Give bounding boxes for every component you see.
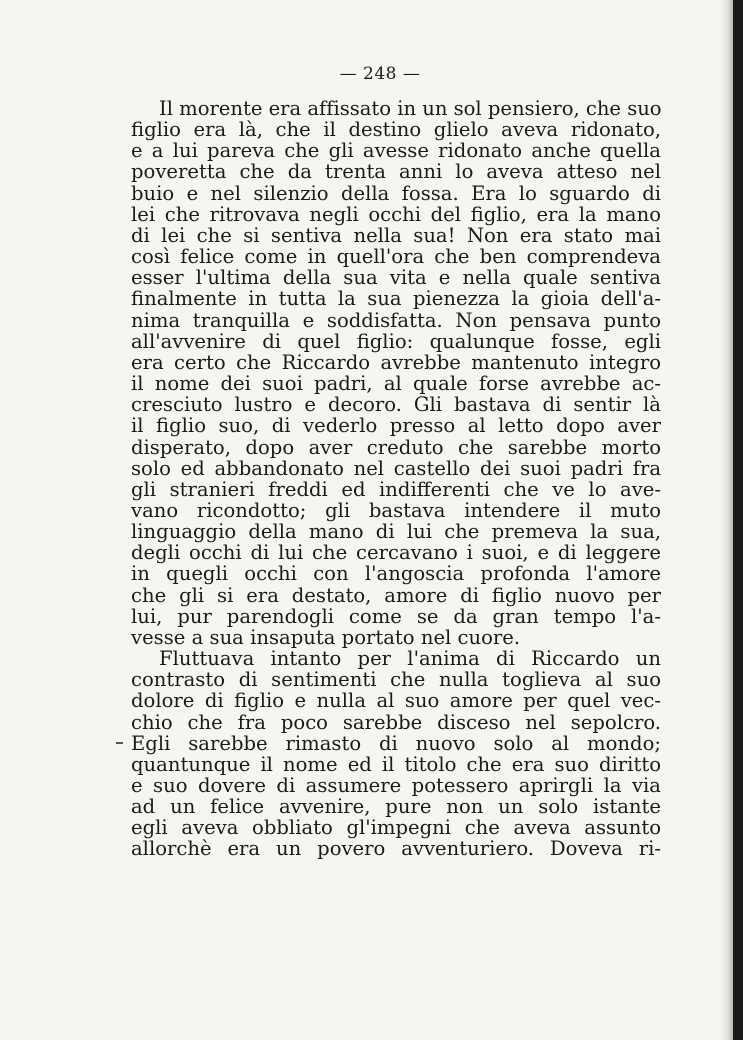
body-text [131, 98, 661, 860]
text-line: era certo che Riccardo avrebbe mantenuto integro [131, 350, 661, 374]
text-line: vano ricondotto; gli bastava intendere il muto [131, 498, 661, 522]
text-line: allorchè era un povero avventuriero. Doveva ri- [131, 837, 661, 861]
text-line: Il morente era affissato in un sol pensiero, che suo [159, 97, 662, 120]
text-line: lei che ritrovava negli occhi del figlio, era la mano [131, 202, 661, 226]
text-line: degli occhi di lui che cercavano i suoi, e di leggere [131, 541, 661, 565]
text-line: gli stranieri freddi ed indifferenti che ve lo ave- [131, 477, 661, 501]
text-line: di lei che si sentiva nella sua! Non era stato mai [131, 223, 661, 247]
text-line: e a lui pareva che gli avesse ridonato anche quella [131, 139, 661, 163]
text-line: linguaggio della mano di lui che premeva la sua, [131, 520, 661, 544]
margin-mark [116, 742, 123, 744]
text-line: che gli si era destato, amore di figlio nuovo per [131, 583, 661, 607]
text-line: finalmente in tutta la sua pienezza la gioia dell'a- [131, 287, 661, 311]
text-line: dolore di figlio e nulla al suo amore per quel vec- [131, 689, 661, 713]
text-line: così felice come in quell'ora che ben comprendeva [131, 245, 661, 269]
text-line: il figlio suo, di vederlo presso al letto dopo aver [131, 414, 661, 438]
text-line: vesse a sua insaputa portato nel cuore. [131, 625, 521, 649]
text-line: in quegli occhi con l'angoscia profonda l'amore [131, 562, 661, 586]
text-line: cresciuto lustro e decoro. Gli bastava di sentir là [131, 393, 661, 417]
text-line: contrasto di sentimenti che nulla toglieva al suo [131, 668, 661, 692]
text-line: quantunque il nome ed il titolo che era suo diritto [131, 752, 661, 776]
text-line: all'avvenire di quel figlio: qualunque fosse, egli [131, 329, 661, 353]
text-line: esser l'ultima della sua vita e nella quale sentiva [131, 266, 661, 290]
text-line: il nome dei suoi padri, al quale forse avrebbe ac- [131, 372, 661, 396]
text-line: Fluttuava intanto per l'anima di Riccardo un [159, 647, 661, 671]
text-line: ad un felice avvenire, pure non un solo istante [131, 795, 661, 819]
text-line: lui, pur parendogli come se da gran tempo l'a- [131, 604, 661, 628]
page-number: — 248 — [339, 64, 421, 84]
text-line: e suo dovere di assumere potessero aprirgli la via [131, 774, 661, 797]
text-line: figlio era là, che il destino glielo aveva ridonato, [131, 118, 661, 142]
text-line: buio e nel silenzio della fossa. Era lo sguardo di [131, 181, 661, 205]
text-line: disperato, dopo aver creduto che sarebbe morto [131, 435, 661, 459]
text-line: poveretta che da trenta anni lo aveva atteso nel [131, 160, 661, 184]
text-line: egli aveva obbliato gl'impegni che aveva assunto [131, 816, 661, 840]
binding-edge [733, 0, 743, 1040]
binding-shadow [719, 0, 733, 1040]
text-line: chio che fra poco sarebbe disceso nel sepolcro. [131, 710, 661, 734]
text-line: solo ed abbandonato nel castello dei suoi padri fra [131, 456, 661, 480]
text-line: nima tranquilla e soddisfatta. Non pensava punto [131, 308, 661, 332]
text-line: Egli sarebbe rimasto di nuovo solo al mondo; [131, 731, 661, 755]
